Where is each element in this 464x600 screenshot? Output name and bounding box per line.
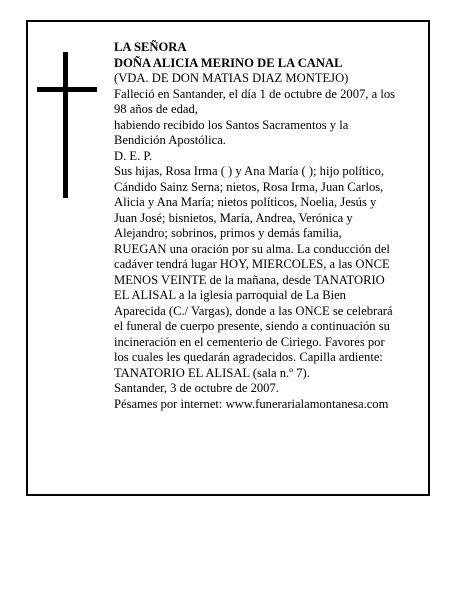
request-line: los cuales les quedarán agradecidos. Capilla ardiente: bbox=[114, 350, 383, 364]
request-line: Aparecida (C./ Vargas), donde a las ONCE se celebrará bbox=[114, 303, 393, 318]
family-line: Sus hijas, Rosa Irma ( ) y Ana María ( ); hijo político, bbox=[114, 164, 385, 178]
death-line-1: Falleció en Santander, el día 1 de octubre de 2007, a los bbox=[114, 86, 396, 101]
request-line: incineración en el cementerio de Ciriego. Favores por bbox=[114, 334, 385, 349]
request-line: el funeral de cuerpo presente, siendo a continuación su bbox=[114, 319, 390, 333]
condolences-line: Pésames por internet: www.funerarialamontanesa.com bbox=[114, 396, 389, 411]
request-line: cadáver tendrá lugar HOY, MIERCOLES, a las ONCE bbox=[114, 257, 390, 271]
widow-of-line: (VDA. DE DON MATIAS DIAZ MONTEJO) bbox=[114, 71, 349, 85]
family-line: Cándido Sainz Serna; nietos, Rosa Irma, Juan Carlos, bbox=[114, 179, 384, 194]
rip-line: D. E. P. bbox=[114, 148, 153, 163]
family-line: Alicia y Ana María; nietos políticos, Noelia, Jesús y bbox=[114, 195, 377, 209]
sacraments-line-1: habiendo recibido los Santos Sacramentos y la bbox=[114, 117, 349, 132]
request-line: TANATORIO EL ALISAL (sala n.º 7). bbox=[114, 365, 310, 380]
obituary-text bbox=[114, 40, 424, 412]
request-line: EL ALISAL a la iglesia parroquial de La Bien bbox=[114, 288, 346, 302]
date-line: Santander, 3 de octubre de 2007. bbox=[114, 381, 279, 395]
cross-vertical-bar bbox=[63, 52, 68, 198]
cross-horizontal-bar bbox=[37, 87, 97, 92]
heading-title: LA SEÑORA bbox=[114, 40, 187, 54]
family-line: Juan José; bisnietos, María, Andrea, Verónica y bbox=[114, 210, 353, 225]
request-line: MENOS VEINTE de la mañana, desde TANATORIO bbox=[114, 272, 385, 287]
cross-icon bbox=[37, 52, 97, 198]
family-line: Alejandro; sobrinos, primos y demás familia, bbox=[114, 226, 342, 240]
death-line-2: 98 años de edad, bbox=[114, 102, 198, 116]
deceased-name: DOÑA ALICIA MERINO DE LA CANAL bbox=[114, 55, 343, 70]
sacraments-line-2: Bendición Apostólica. bbox=[114, 133, 226, 147]
request-line: RUEGAN una oración por su alma. La conducción del bbox=[114, 241, 390, 256]
